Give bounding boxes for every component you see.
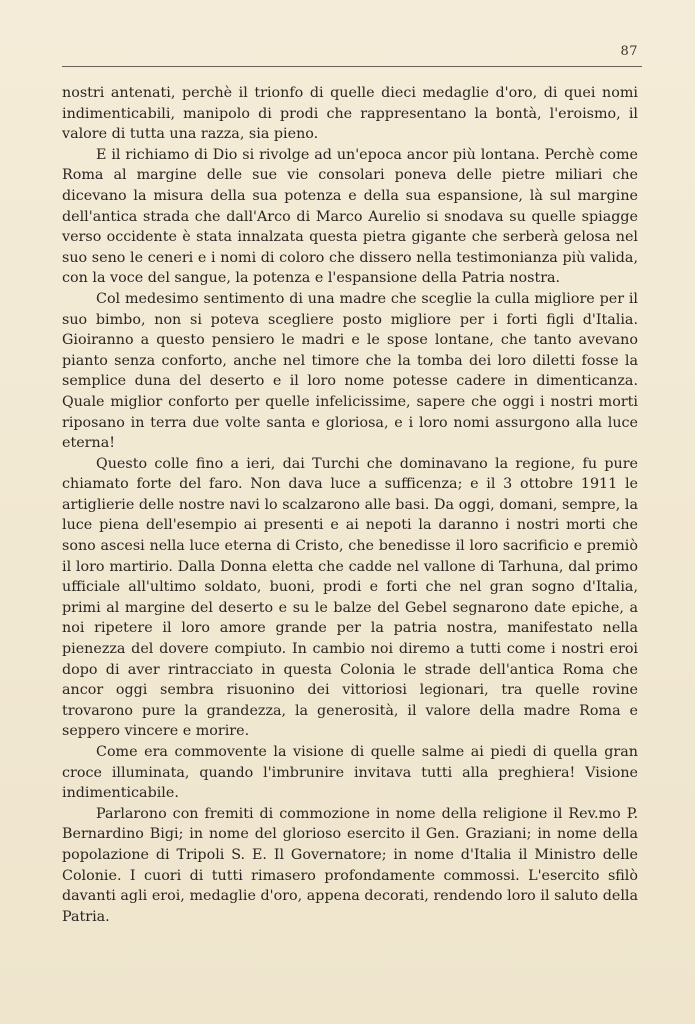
paragraph: E il richiamo di Dio si rivolge ad un'epoca ancor più lontana. Perchè come Roma al margine delle sue vie consolari poneva delle pietre miliari che dicevano la misura della sua potenza e della sua espansione, là sul margine dell'antica strada che dall'Arco di Marco Aurelio si snodava su quelle spiagge verso occidente è stata innalzata questa pietra gigante che serberà gelosa nel suo seno le ceneri e i nomi di coloro che dissero nella testimonianza più valida, con la voce del sangue, la potenza e l'espansione della Patria nostra. [62,146,638,287]
body-text [62,83,638,927]
header-rule [62,66,642,67]
paragraph: Questo colle fino a ieri, dai Turchi che dominavano la regione, fu pure chiamato forte del faro. Non dava luce a sufficenza; e il 3 ottobre 1911 le artiglierie delle nostre navi lo scalzarono alle basi. Da oggi, domani, sempre, la luce piena dell'esempio ai presenti e ai nepoti la daranno i nostri morti che sono ascesi nella luce eterna di Cristo, che benedisse il loro sacrificio e premiò il loro martirio. Dalla Donna eletta che cadde nel vallone di Tarhuna, dal primo ufficiale all'ultimo soldato, buoni, prodi e forti che nel gran sogno d'Italia, primi al margine del deserto e su le balze del Gebel segnarono date epiche, a noi ripetere il loro amore grande per la patria nostra, manifestato nella pienezza del dovere compiuto. In cambio noi diremo a tutti come i nostri eroi dopo di aver rintracciato in questa Colonia le strade dell'antica Roma che ancor oggi sembra risuonino dei vittoriosi legionari, tra quelle rovine trovarono pure la grandezza, la generosità, il valore della madre Roma e seppero vincere e morire. [62,455,638,740]
paragraph: Come era commovente la visione di quelle salme ai piedi di quella gran croce illuminata, quando l'imbrunire invitava tutti alla preghiera! Visione indimenticabile. [62,744,638,802]
paragraph: nostri antenati, perchè il trionfo di quelle dieci medaglie d'oro, di quei nomi indimenticabili, manipolo di prodi che rappresentano la bontà, l'eroismo, il valore di tutta una razza, sia pieno. [62,85,638,143]
paragraph: Parlarono con fremiti di commozione in nome della religione il Rev.mo P. Bernardino Bigi; in nome del glorioso esercito il Gen. Graziani; in nome della popolazione di Tripoli S. E. Il Governatore; in nome d'Italia il Ministro delle Colonie. I cuori di tutti rimasero profondamente commossi. L'esercito sfilò davanti agli eroi, medaglie d'oro, appena decorati, rendendo loro il saluto della Patria. [62,805,638,925]
page-number: 87 [620,44,638,59]
paragraph: Col medesimo sentimento di una madre che sceglie la culla migliore per il suo bimbo, non si poteva scegliere posto migliore per i forti figli d'Italia. Gioiranno a questo pensiero le madri e le spose lontane, che tanto avevano pianto senza conforto, anche nel timore che la tomba dei loro diletti fosse la semplice duna del deserto e il loro nome potesse cadere in dimenticanza. Quale miglior conforto per quelle infelicissime, sapere che oggi i nostri morti riposano in terra due volte santa e gloriosa, e i loro nomi assurgono alla luce eterna! [62,290,638,452]
